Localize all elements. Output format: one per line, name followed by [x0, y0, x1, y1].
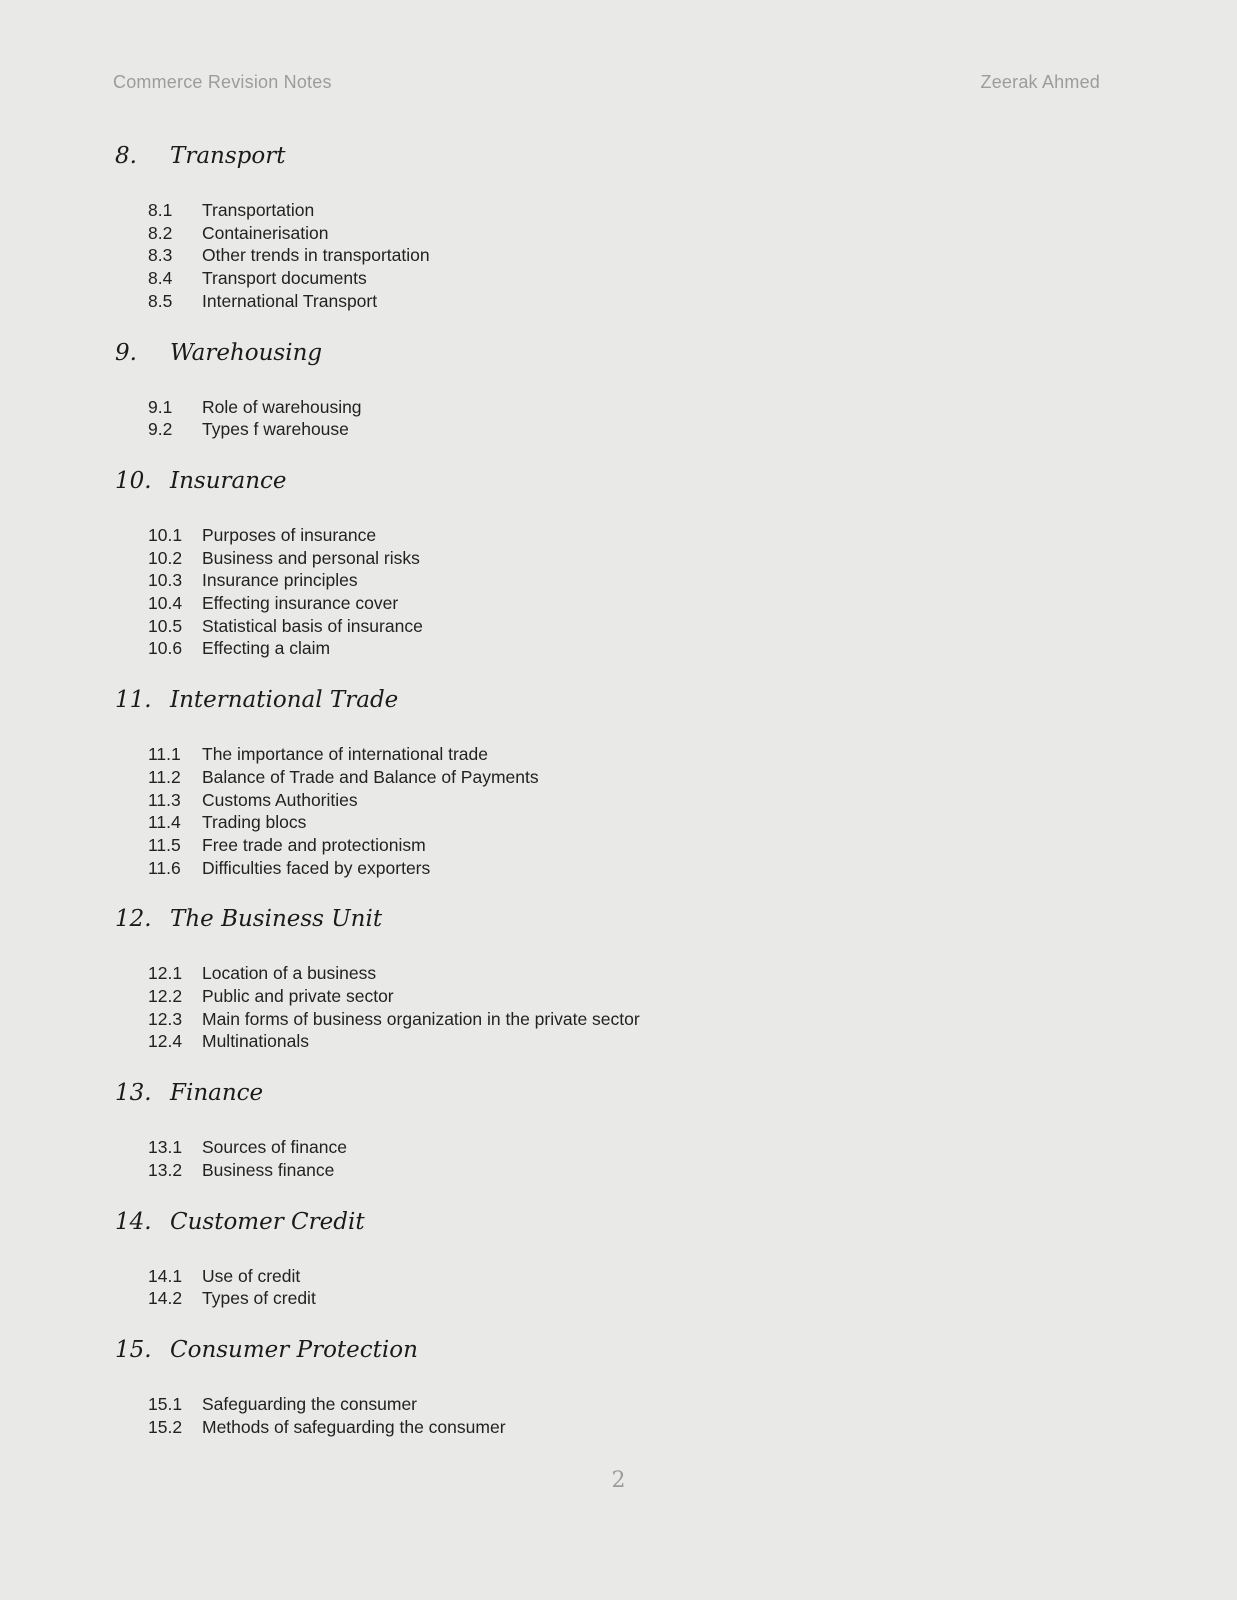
toc-item-number: 12.4: [148, 1031, 183, 1052]
toc-item-number: 9.2: [148, 419, 173, 440]
toc-item-number: 8.1: [148, 200, 173, 220]
section-item-list: [148, 524, 1125, 660]
toc-item-label: Types of credit: [202, 1288, 316, 1309]
toc-item: [148, 267, 1125, 290]
toc-item-number: 11.4: [148, 812, 181, 833]
section-heading-11: [115, 684, 1125, 716]
toc-item-label: Statistical basis of insurance: [202, 615, 423, 636]
toc-item: [148, 569, 1125, 592]
toc-item-label: Main forms of business organization in the private sector: [202, 1008, 640, 1029]
section-number: 8.: [115, 143, 137, 169]
toc-item-label: Public and private sector: [202, 986, 394, 1007]
toc-item-number: 12.2: [148, 986, 183, 1007]
toc-item: [148, 1008, 1125, 1031]
toc-item-number: 13.2: [148, 1159, 183, 1180]
toc-item-number: 11.1: [148, 744, 181, 765]
toc-item-label: Containerisation: [202, 222, 329, 243]
section-title: International Trade: [170, 687, 399, 714]
toc-item-label: Role of warehousing: [202, 396, 362, 417]
toc-item-label: Location of a business: [202, 963, 377, 984]
section-number: 15.: [115, 1336, 152, 1363]
toc-item: [148, 637, 1125, 660]
toc-item-label: Other trends in transportation: [202, 245, 430, 266]
toc-item-label: Balance of Trade and Balance of Payments: [202, 766, 539, 787]
section-title: Insurance: [170, 467, 287, 494]
toc-item-number: 10.3: [148, 570, 183, 591]
toc-item: [148, 1287, 1125, 1310]
section-number: 9.: [115, 339, 137, 366]
header-author-name: Zeerak Ahmed: [980, 72, 1100, 92]
toc-item-label: Trading blocs: [202, 812, 307, 833]
toc-item-label: Transportation: [202, 200, 315, 220]
toc-item-label: Free trade and protectionism: [202, 834, 426, 855]
toc-item-number: 10.4: [148, 593, 183, 614]
section-heading-15: [115, 1334, 1125, 1366]
section-title: Customer Credit: [170, 1208, 365, 1235]
toc-item-number: 8.2: [148, 222, 173, 243]
toc-item: [148, 1136, 1125, 1159]
toc-item-number: 10.1: [148, 524, 183, 545]
section-item-list: [148, 1136, 1125, 1181]
toc-item: [148, 1393, 1125, 1416]
section-number: 14.: [115, 1208, 152, 1235]
toc-item-number: 11.5: [148, 834, 181, 855]
toc-item-label: Purposes of insurance: [202, 524, 377, 545]
section-number: 12.: [115, 906, 152, 933]
section-item-list: [148, 1393, 1125, 1438]
toc-item: [148, 199, 1125, 222]
toc-item: [148, 1265, 1125, 1288]
toc-item: [148, 1416, 1125, 1439]
toc-item-label: The importance of international trade: [202, 744, 488, 765]
section-heading-14: [115, 1206, 1125, 1238]
section-title: Warehousing: [170, 339, 323, 366]
toc-item-label: Types f warehouse: [202, 419, 349, 440]
toc-item: [148, 524, 1125, 547]
toc-item-number: 11.3: [148, 789, 181, 810]
page-number: 2: [611, 1468, 626, 1493]
toc-item-number: 8.3: [148, 245, 173, 266]
toc-item-label: International Transport: [202, 290, 378, 311]
section-title: Finance: [170, 1080, 264, 1107]
section-heading-8: [115, 140, 1125, 172]
toc-item-label: Transport documents: [202, 268, 367, 289]
toc-item: [148, 396, 1125, 419]
section-item-list: [148, 962, 1125, 1053]
toc-item-label: Effecting a claim: [202, 638, 331, 659]
toc-item-label: Difficulties faced by exporters: [202, 857, 431, 878]
section-item-list: [148, 199, 1125, 313]
section-heading-12: [115, 903, 1125, 935]
toc-item: [148, 547, 1125, 570]
toc-item-number: 11.2: [148, 766, 181, 787]
toc-item-number: 10.5: [148, 615, 183, 636]
toc-item: [148, 811, 1125, 834]
toc-item-number: 11.6: [148, 857, 181, 878]
toc-item-number: 12.1: [148, 963, 183, 984]
toc-item-label: Methods of safeguarding the consumer: [202, 1416, 506, 1437]
toc-item-label: Business and personal risks: [202, 547, 420, 568]
header-document-title: Commerce Revision Notes: [113, 72, 332, 92]
toc-item-label: Safeguarding the consumer: [202, 1393, 417, 1414]
toc-item-number: 13.1: [148, 1137, 183, 1158]
section-item-list: [148, 396, 1125, 441]
toc-item-label: Effecting insurance cover: [202, 593, 399, 614]
toc-item-number: 9.1: [148, 396, 173, 417]
toc-item: [148, 244, 1125, 267]
toc-item-number: 10.2: [148, 547, 183, 568]
toc-item: [148, 418, 1125, 441]
toc-item: [148, 962, 1125, 985]
table-of-contents: [115, 140, 1125, 1438]
toc-item-number: 12.3: [148, 1008, 183, 1029]
toc-item: [148, 1030, 1125, 1053]
toc-item-number: 14.1: [148, 1265, 183, 1286]
toc-item-number: 15.2: [148, 1416, 183, 1437]
toc-item: [148, 290, 1125, 313]
toc-item: [148, 766, 1125, 789]
page-footer: [0, 1468, 1237, 1493]
section-heading-9: [115, 337, 1125, 369]
section-heading-13: [115, 1077, 1125, 1109]
toc-item: [148, 985, 1125, 1008]
toc-item-label: Use of credit: [202, 1265, 301, 1286]
toc-item-number: 15.1: [148, 1393, 183, 1414]
section-item-list: [148, 743, 1125, 879]
toc-item: [148, 857, 1125, 880]
toc-item: [148, 789, 1125, 812]
section-heading-10: [115, 465, 1125, 497]
toc-item-label: Multinationals: [202, 1031, 309, 1052]
section-number: 10.: [115, 467, 152, 494]
toc-item-label: Business finance: [202, 1159, 335, 1180]
toc-item: [148, 615, 1125, 638]
toc-item-number: 8.5: [148, 290, 173, 311]
toc-item-number: 14.2: [148, 1288, 183, 1309]
section-title: Consumer Protection: [170, 1336, 418, 1363]
toc-item: [148, 222, 1125, 245]
section-title: Transport: [170, 143, 286, 169]
toc-item: [148, 834, 1125, 857]
toc-item: [148, 743, 1125, 766]
section-number: 11.: [115, 687, 152, 714]
section-item-list: [148, 1265, 1125, 1310]
running-header: [113, 72, 1100, 93]
toc-item: [148, 592, 1125, 615]
toc-item-number: 8.4: [148, 268, 173, 289]
toc-item-label: Customs Authorities: [202, 789, 358, 810]
section-number: 13.: [115, 1080, 152, 1107]
toc-item-label: Sources of finance: [202, 1137, 347, 1158]
toc-item-label: Insurance principles: [202, 570, 358, 591]
toc-item-number: 10.6: [148, 638, 183, 659]
section-title: The Business Unit: [170, 906, 383, 933]
toc-item: [148, 1159, 1125, 1182]
